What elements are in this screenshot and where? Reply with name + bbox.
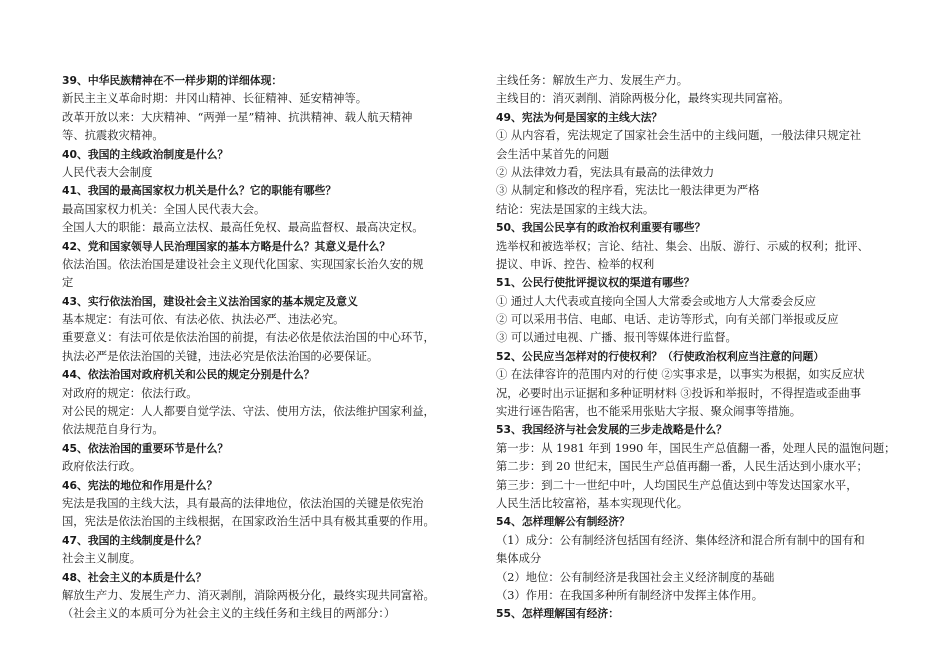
left-answer-text: 政府依法行政。: [62, 460, 142, 474]
right-question-heading: 52、公民应当怎样对的行使权利？（行使政治权利应当注意的问题）: [496, 349, 825, 363]
left-answer-text: 改革开放以来：大庆精神、“两弹一星”精神、抗洪精神、载人航天精神: [62, 110, 413, 124]
right-answer-text: ③ 从制定和修改的程序看，宪法比一般法律更为严格: [496, 184, 760, 198]
right-question-heading: 51、公民行使批评提议权的渠道有哪些？: [496, 276, 695, 290]
right-answer-text: 实进行诬告陷害，也不能采用张贴大字报、聚众闹事等措施。: [496, 405, 802, 419]
left-question-heading: 43、实行依法治国，建设社会主义法治国家的基本规定及意义: [62, 294, 358, 308]
left-answer-text: 基本规定：有法可依、有法必依、执法必严、违法必究。: [62, 313, 345, 327]
right-question-heading: 50、我国公民享有的政治权利重要有哪些？: [496, 221, 706, 235]
right-column: [496, 72, 896, 624]
left-question-heading: 40、我国的主线政治制度是什么？: [62, 147, 229, 161]
left-answer-text: 等、抗震救灾精神。: [62, 129, 164, 143]
left-answer-text: 全国人大的职能：最高立法权、最高任免权、最高监督权、最高决定权。: [62, 221, 424, 235]
left-answer-text: 依法规范自身行为。: [62, 423, 164, 437]
left-answer-text: 社会主义制度。: [62, 552, 142, 566]
left-answer-text: 新民主主义革命时期：井冈山精神、长征精神、延安精神等。: [62, 92, 368, 106]
right-answer-text: ① 通过人大代表或直接向全国人大常委会或地方人大常委会反应: [496, 294, 816, 308]
right-answer-text: 集体成分: [496, 552, 542, 566]
right-answer-text: 会生活中某首先的问题: [496, 147, 609, 161]
left-answer-text: 国，宪法是依法治国的主线根据，在国家政治生活中具有极其重要的作用。: [62, 515, 435, 529]
right-answer-text: ① 在法律容许的范围内对的行使 ②实事求是，以事实为根据，如实反应状: [496, 368, 865, 382]
right-answer-text: 提议、申诉、控告、检举的权利: [496, 257, 655, 271]
right-answer-text: 结论：宪法是国家的主线大法。: [496, 202, 655, 216]
left-answer-text: 执法必严是依法治国的关键，违法必究是依法治国的必要保证。: [62, 349, 379, 363]
right-answer-text: 人民生活比较富裕，基本实现现代化。: [496, 496, 689, 510]
left-answer-text: 对政府的规定：依法行政。: [62, 386, 198, 400]
left-question-heading: 48、社会主义的本质是什么？: [62, 570, 207, 584]
right-question-heading: 53、我国经济与社会发展的三步走战略是什么？: [496, 423, 727, 437]
left-question-heading: 47、我国的主线制度是什么？: [62, 533, 207, 547]
right-question-heading: 55、怎样理解国有经济：: [496, 607, 619, 621]
right-question-heading: 54、怎样理解公有制经济？: [496, 515, 630, 529]
left-answer-text: 最高国家权力机关：全国人民代表大会。: [62, 202, 266, 216]
left-answer-text: 解放生产力、发展生产力、消灭剥削，消除两极分化，最终实现共同富裕。: [62, 588, 435, 602]
right-answer-text: ③ 可以通过电视、广播、报刊等媒体进行监督。: [496, 331, 737, 345]
right-answer-text: 第一步：从 1981 年到 1990 年，国民生产总值翻一番，处理人民的温饱问题；: [496, 441, 896, 455]
left-question-heading: 41、我国的最高国家权力机关是什么？它的职能有哪些？: [62, 184, 337, 198]
right-answer-text: （1）成分：公有制经济包括国有经济、集体经济和混合所有制中的国有和: [496, 533, 865, 547]
left-question-heading: 46、宪法的地位和作用是什么？: [62, 478, 218, 492]
right-question-heading: 49、宪法为何是国家的主线大法？: [496, 110, 663, 124]
right-answer-text: 选举权和被选举权；言论、结社、集会、出版、游行、示威的权利；批评、: [496, 239, 869, 253]
left-column: [62, 72, 462, 624]
left-answer-text: 人民代表大会制度: [62, 165, 153, 179]
left-answer-text: （社会主义的本质可分为社会主义的主线任务和主线目的两部分：）: [62, 607, 396, 621]
right-answer-text: 第三步：到二十一世纪中叶，人均国民生产总值达到中等发达国家水平，: [496, 478, 858, 492]
left-answer-text: 依法治国。依法治国是建设社会主义现代化国家、实现国家长治久安的规: [62, 257, 424, 271]
left-question-heading: 39、中华民族精神在不一样步期的详细体现：: [62, 74, 283, 87]
right-answer-text: ② 从法律效力看，宪法具有最高的法律效力: [496, 165, 715, 179]
right-answer-text: （2）地位：公有制经济是我国社会主义经济制度的基础: [496, 570, 775, 584]
left-question-heading: 44、依法治国对政府机关和公民的规定分别是什么？: [62, 368, 315, 382]
right-answer-text: （3）作用：在我国多种所有制经济中发挥主体作用。: [496, 588, 764, 602]
left-question-heading: 45、依法治国的重要环节是什么？: [62, 441, 229, 455]
left-answer-text: 对公民的规定：人人都要自觉学法、守法、使用方法，依法维护国家利益，: [62, 405, 435, 419]
left-answer-text: 重要意义：有法可依是依法治国的前提，有法必依是依法治国的中心环节，: [62, 331, 435, 345]
right-answer-text: ① 从内容看，宪法规定了国家社会生活中的主线问题，一般法律只规定社: [496, 129, 862, 143]
left-answer-text: 宪法是我国的主线大法，具有最高的法律地位，依法治国的关键是依宪治: [62, 496, 424, 510]
left-answer-text: 定: [62, 276, 74, 290]
right-answer-text: 主线任务：解放生产力、发展生产力。: [496, 74, 689, 87]
right-answer-text: 主线目的：消灭剥削、消除两极分化，最终实现共同富裕。: [496, 92, 790, 106]
right-answer-text: 第二步：到 20 世纪末，国民生产总值再翻一番，人民生活达到小康水平；: [496, 460, 868, 474]
right-answer-text: 况，必要时出示证据和多种证明材料 ③投诉和举报时，不得捏造或歪曲事: [496, 386, 862, 400]
right-answer-text: ② 可以采用书信、电邮、电话、走访等形式，向有关部门举报或反应: [496, 313, 839, 327]
left-question-heading: 42、党和国家领导人民治理国家的基本方略是什么？其意义是什么？: [62, 239, 391, 253]
